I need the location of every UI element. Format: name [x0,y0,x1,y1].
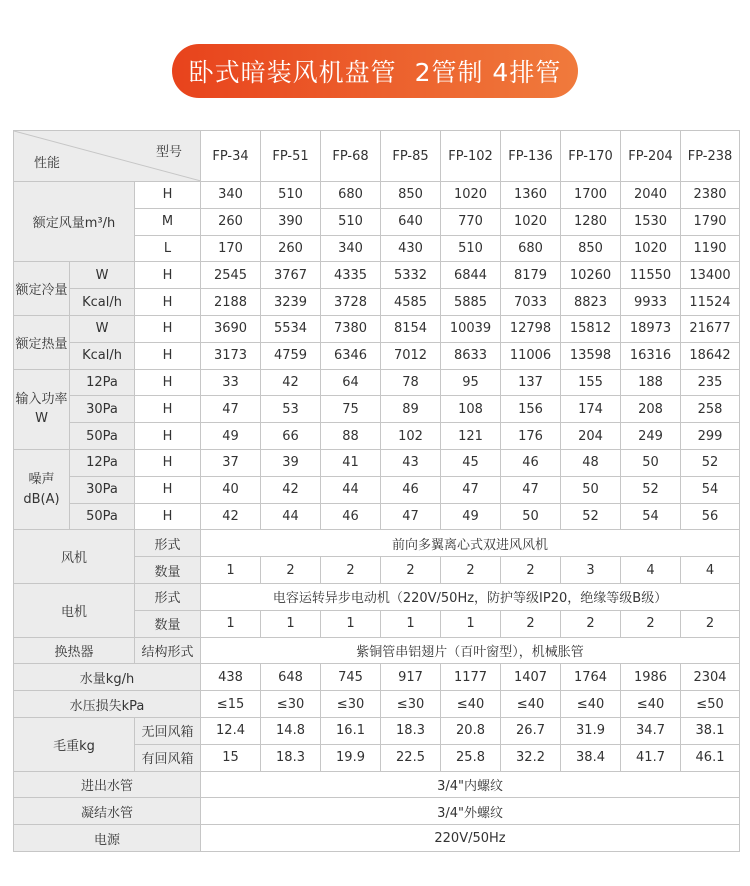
model-header-cell: FP-102 [441,131,501,182]
exchanger-value: 紫铜管串铝翅片（百叶窗型），机械胀管 [201,637,740,664]
cooling-value: 5885 [441,289,501,316]
airflow-value: 1360 [501,182,561,209]
cooling-value: 10260 [561,262,621,289]
cooling-label: 额定冷量 [14,262,70,316]
airflow-value: 680 [501,235,561,262]
noise-row [14,476,740,503]
motor-count-value: 1 [321,610,381,637]
airflow-value: 1790 [681,208,740,235]
pressure-loss-value: ≤30 [321,691,381,718]
fan-count-value: 3 [561,557,621,584]
fan-count-value: 2 [501,557,561,584]
inlet-pipe-label: 进出水管 [14,771,201,798]
inlet-pipe-row [14,771,740,798]
power-value: 204 [561,423,621,450]
noise-value: 52 [681,449,740,476]
noise-value: 54 [621,503,681,530]
noise-value: 52 [561,503,621,530]
motor-count-value: 1 [201,610,261,637]
cooling-value: 7033 [501,289,561,316]
power-value: 75 [321,396,381,423]
heating-value: 7380 [321,315,381,342]
weight-value: 38.1 [681,717,740,744]
noise-value: 40 [201,476,261,503]
heating-value: 15812 [561,315,621,342]
spec-table [13,130,740,852]
weight-value: 18.3 [261,744,321,771]
heating-unit: W [70,315,135,342]
exchanger-struct-label: 结构形式 [135,637,201,664]
power-value: 258 [681,396,740,423]
cooling-value: 9933 [621,289,681,316]
fan-count-value: 2 [261,557,321,584]
noise-value: 46 [381,476,441,503]
airflow-value: 340 [321,235,381,262]
water-flow-value: 1407 [501,664,561,691]
pressure-loss-value: ≤40 [561,691,621,718]
power-unit: 50Pa [70,423,135,450]
pressure-loss-value: ≤15 [201,691,261,718]
weight-value: 16.1 [321,717,381,744]
airflow-value: 390 [261,208,321,235]
noise-value: 45 [441,449,501,476]
airflow-value: 260 [261,235,321,262]
pressure-loss-value: ≤30 [261,691,321,718]
power-value: 188 [621,369,681,396]
weight-value: 34.7 [621,717,681,744]
noise-value: 39 [261,449,321,476]
power-value: 53 [261,396,321,423]
weight-value: 15 [201,744,261,771]
cooling-value: 11550 [621,262,681,289]
fan-form-row [14,530,740,557]
heating-value: 3690 [201,315,261,342]
heating-value: 18973 [621,315,681,342]
model-header-cell: FP-170 [561,131,621,182]
weight-value: 32.2 [501,744,561,771]
pressure-loss-value: ≤40 [441,691,501,718]
motor-count-value: 1 [381,610,441,637]
heating-row [14,342,740,369]
header-corner-cell [14,131,201,182]
weight-value: 12.4 [201,717,261,744]
airflow-value: 770 [441,208,501,235]
noise-value: 54 [681,476,740,503]
noise-value: 47 [381,503,441,530]
power-label-line2: W [35,411,48,427]
cooling-value: 8823 [561,289,621,316]
pressure-loss-value: ≤40 [621,691,681,718]
speed-cell: H [135,262,201,289]
weight-value: 14.8 [261,717,321,744]
weight-value: 20.8 [441,717,501,744]
power-row [14,369,740,396]
noise-unit: 30Pa [70,476,135,503]
noise-value: 50 [501,503,561,530]
cooling-value: 3728 [321,289,381,316]
weight-value: 19.9 [321,744,381,771]
power-value: 49 [201,423,261,450]
cooling-row [14,289,740,316]
airflow-value: 2380 [681,182,740,209]
heating-value: 8154 [381,315,441,342]
airflow-value: 340 [201,182,261,209]
fan-count-value: 1 [201,557,261,584]
heating-value: 18642 [681,342,740,369]
noise-value: 42 [201,503,261,530]
noise-row [14,503,740,530]
power-value: 66 [261,423,321,450]
noise-value: 47 [501,476,561,503]
noise-unit: 50Pa [70,503,135,530]
page-title: 卧式暗装风机盘管 2管制 4排管 [188,58,562,87]
power-supply-label: 电源 [14,825,201,852]
model-header-cell: FP-51 [261,131,321,182]
motor-count-value: 2 [621,610,681,637]
motor-count-value: 1 [441,610,501,637]
power-row [14,423,740,450]
speed-cell: H [135,315,201,342]
heating-value: 8633 [441,342,501,369]
noise-value: 47 [441,476,501,503]
pressure-loss-value: ≤50 [681,691,740,718]
heating-value: 5534 [261,315,321,342]
speed-cell: H [135,449,201,476]
airflow-value: 1280 [561,208,621,235]
weight-value: 41.7 [621,744,681,771]
noise-label-line1: 噪声 [28,472,55,488]
noise-value: 46 [501,449,561,476]
motor-form-label: 形式 [135,583,201,610]
power-value: 156 [501,396,561,423]
performance-header-label: 性能 [34,156,61,171]
pressure-loss-value: ≤40 [501,691,561,718]
power-value: 108 [441,396,501,423]
speed-cell: M [135,208,201,235]
speed-cell: H [135,423,201,450]
fan-count-value: 4 [621,557,681,584]
airflow-value: 510 [441,235,501,262]
power-value: 78 [381,369,441,396]
fan-label: 风机 [14,530,135,584]
heating-value: 10039 [441,315,501,342]
power-value: 42 [261,369,321,396]
airflow-value: 680 [321,182,381,209]
condensate-pipe-row [14,798,740,825]
cooling-value: 3239 [261,289,321,316]
noise-value: 37 [201,449,261,476]
model-header-cell: FP-238 [681,131,740,182]
power-supply-value: 220V/50Hz [201,825,740,852]
water-flow-value: 917 [381,664,441,691]
noise-label-line2: dB(A) [23,491,60,507]
fan-form-label: 形式 [135,530,201,557]
power-value: 208 [621,396,681,423]
power-value: 137 [501,369,561,396]
power-value: 299 [681,423,740,450]
power-value: 64 [321,369,381,396]
condensate-pipe-value: 3/4"外螺纹 [201,798,740,825]
airflow-value: 510 [261,182,321,209]
fan-count-value: 4 [681,557,740,584]
cooling-value: 8179 [501,262,561,289]
power-supply-row [14,825,740,852]
cooling-value: 2188 [201,289,261,316]
heating-value: 21677 [681,315,740,342]
noise-value: 56 [681,503,740,530]
noise-value: 46 [321,503,381,530]
airflow-value: 430 [381,235,441,262]
speed-cell: H [135,182,201,209]
motor-count-value: 2 [501,610,561,637]
speed-cell: H [135,396,201,423]
model-header-cell: FP-136 [501,131,561,182]
cooling-value: 6844 [441,262,501,289]
fan-count-value: 2 [321,557,381,584]
airflow-value: 850 [561,235,621,262]
speed-cell: H [135,503,201,530]
power-value: 235 [681,369,740,396]
water-flow-value: 1177 [441,664,501,691]
exchanger-row [14,637,740,664]
weight-value: 46.1 [681,744,740,771]
water-flow-value: 1764 [561,664,621,691]
speed-cell: L [135,235,201,262]
airflow-label: 额定风量m³/h [14,182,135,262]
noise-label [14,449,70,529]
motor-label: 电机 [14,583,135,637]
weight-type: 有回风箱 [135,744,201,771]
heating-value: 4759 [261,342,321,369]
airflow-value: 1020 [621,235,681,262]
heating-value: 11006 [501,342,561,369]
model-header-cell: FP-204 [621,131,681,182]
power-value: 33 [201,369,261,396]
power-value: 155 [561,369,621,396]
noise-unit: 12Pa [70,449,135,476]
fan-form-value: 前向多翼离心式双进风风机 [201,530,740,557]
power-unit: 12Pa [70,369,135,396]
cooling-value: 3767 [261,262,321,289]
airflow-value: 640 [381,208,441,235]
noise-value: 41 [321,449,381,476]
power-value: 102 [381,423,441,450]
power-value: 176 [501,423,561,450]
power-value: 88 [321,423,381,450]
heating-row [14,315,740,342]
speed-cell: H [135,369,201,396]
inlet-pipe-value: 3/4"内螺纹 [201,771,740,798]
weight-label: 毛重kg [14,717,135,771]
power-label-line1: 输入功率 [15,391,68,407]
weight-value: 18.3 [381,717,441,744]
weight-value: 25.8 [441,744,501,771]
airflow-value: 2040 [621,182,681,209]
airflow-value: 1700 [561,182,621,209]
water-flow-value: 2304 [681,664,740,691]
noise-value: 44 [321,476,381,503]
power-value: 95 [441,369,501,396]
cooling-value: 4585 [381,289,441,316]
airflow-value: 510 [321,208,381,235]
airflow-value: 1530 [621,208,681,235]
noise-value: 48 [561,449,621,476]
heating-value: 16316 [621,342,681,369]
speed-cell: H [135,342,201,369]
cooling-value: 5332 [381,262,441,289]
cooling-value: 4335 [321,262,381,289]
fan-count-value: 2 [381,557,441,584]
noise-value: 50 [621,449,681,476]
power-unit: 30Pa [70,396,135,423]
model-header-cell: FP-34 [201,131,261,182]
heating-label: 额定热量 [14,315,70,369]
motor-count-value: 2 [561,610,621,637]
water-flow-value: 648 [261,664,321,691]
power-value: 121 [441,423,501,450]
speed-cell: H [135,476,201,503]
pressure-loss-value: ≤30 [381,691,441,718]
noise-value: 42 [261,476,321,503]
airflow-value: 1020 [441,182,501,209]
condensate-pipe-label: 凝结水管 [14,798,201,825]
page-title-banner [172,44,578,98]
cooling-value: 2545 [201,262,261,289]
model-header-cell: FP-85 [381,131,441,182]
heating-unit: Kcal/h [70,342,135,369]
airflow-row [14,182,740,209]
power-row [14,396,740,423]
noise-value: 44 [261,503,321,530]
noise-value: 50 [561,476,621,503]
model-header-label: 型号 [156,145,183,160]
noise-value: 43 [381,449,441,476]
header-row [14,131,740,182]
airflow-value: 1190 [681,235,740,262]
airflow-value: 170 [201,235,261,262]
water-flow-row [14,664,740,691]
cooling-unit: W [70,262,135,289]
motor-count-label: 数量 [135,610,201,637]
noise-row [14,449,740,476]
heating-value: 13598 [561,342,621,369]
power-value: 47 [201,396,261,423]
power-value: 89 [381,396,441,423]
heating-value: 6346 [321,342,381,369]
motor-form-row [14,583,740,610]
power-value: 174 [561,396,621,423]
cooling-unit: Kcal/h [70,289,135,316]
fan-count-value: 2 [441,557,501,584]
cooling-value: 11524 [681,289,740,316]
weight-row [14,717,740,744]
motor-form-value: 电容运转异步电动机（220V/50Hz，防护等级IP20，绝缘等级B级） [201,583,740,610]
pressure-loss-label: 水压损失kPa [14,691,201,718]
motor-count-value: 2 [681,610,740,637]
water-flow-value: 1986 [621,664,681,691]
pressure-loss-row [14,691,740,718]
airflow-value: 850 [381,182,441,209]
exchanger-label: 换热器 [14,637,135,664]
weight-type: 无回风箱 [135,717,201,744]
speed-cell: H [135,289,201,316]
airflow-value: 260 [201,208,261,235]
cooling-row [14,262,740,289]
heating-value: 7012 [381,342,441,369]
weight-value: 26.7 [501,717,561,744]
weight-value: 31.9 [561,717,621,744]
cooling-value: 13400 [681,262,740,289]
noise-value: 52 [621,476,681,503]
airflow-value: 1020 [501,208,561,235]
noise-value: 49 [441,503,501,530]
motor-count-value: 1 [261,610,321,637]
fan-count-label: 数量 [135,557,201,584]
weight-value: 22.5 [381,744,441,771]
model-header-cell: FP-68 [321,131,381,182]
weight-value: 38.4 [561,744,621,771]
power-label [14,369,70,449]
water-flow-label: 水量kg/h [14,664,201,691]
power-value: 249 [621,423,681,450]
water-flow-value: 745 [321,664,381,691]
water-flow-value: 438 [201,664,261,691]
heating-value: 3173 [201,342,261,369]
heating-value: 12798 [501,315,561,342]
